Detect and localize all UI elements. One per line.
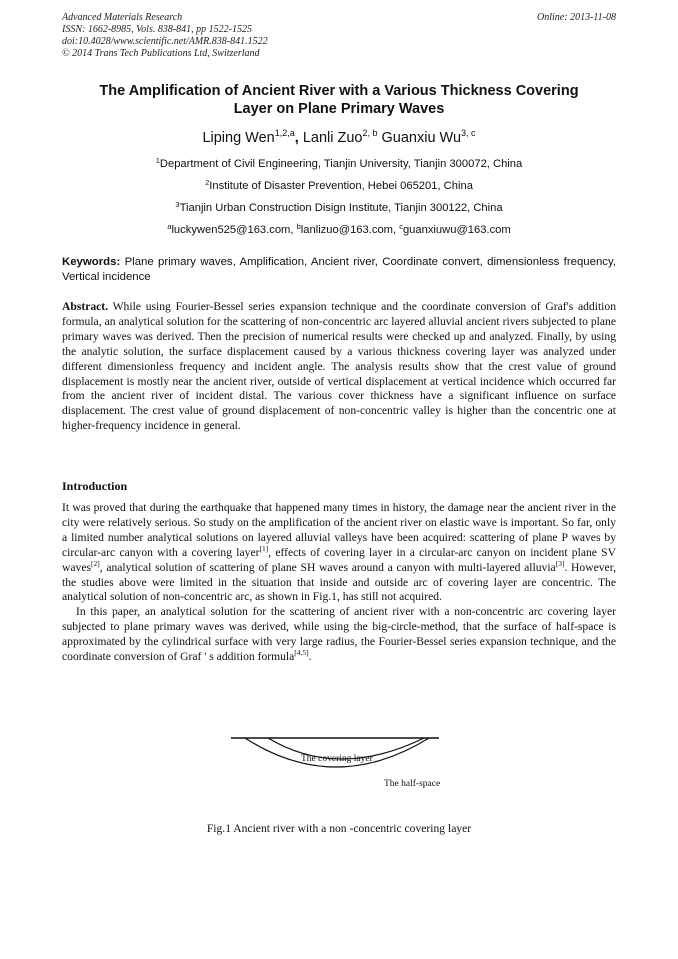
journal-header (62, 12, 616, 60)
citation: [3] (555, 558, 565, 568)
body-text: . (308, 650, 312, 664)
doi-line: doi:10.4028/www.scientific.net/AMR.838-841.1522 (62, 36, 268, 47)
abstract-text: While using Fourier-Bessel series expansion technique and the coordinate conversion of Graf's addition formula, an analytical solution for the scattering of non-concentric arc layered alluvial ancient rivers subjected to plane primary waves was derived. Then the precision of numerical results were checked up and analyzed. Finally, by using the analytic solution, the surface displacement caused by a various thickness covering layer was analyzed under different dimensionless frequency and incident angle. The analysis results show that the crest value of ground displacement is mostly near the ancient river, outside of vertical displacement at vertical incidence which occurred far from the ancient river of incident distal. The various cover thickness have a significant influence on surface displacement. The crest value of ground displacement of non-concentric valley is higher than the concentric one at higher-frequency incidence in general. (62, 300, 616, 433)
author-name: Liping Wen (202, 130, 275, 146)
email-superscript: b (296, 222, 301, 231)
author-name: Guanxiu Wu (381, 130, 462, 146)
keywords-block (62, 255, 616, 285)
citation: [2] (90, 558, 100, 568)
section-heading-introduction: Introduction (62, 479, 128, 493)
body-text: In this paper, an analytical solution for the scattering of ancient river with a non-concentric arc covering layer subjected to plane primary waves was derived, while using the big-circle-method, that the surface of half-space is approximated by the cylindrical surface with very large radius, the Fourier-Bessel series expansion technique, and the coordinate conversion of Graf ' s addition formula (62, 605, 616, 664)
covering-layer-label: The covering layer (301, 754, 373, 764)
citation: [1] (259, 543, 269, 553)
paragraph (62, 501, 616, 605)
affiliation-superscript: 2 (205, 178, 210, 187)
figure-1 (226, 732, 466, 802)
paper-title (62, 82, 616, 118)
introduction-body (62, 501, 616, 665)
half-space-label: The half-space (384, 779, 441, 789)
author-superscript: 2, b (362, 128, 378, 138)
affiliation-text: Department of Civil Engineering, Tianjin University, Tianjin 300072, China (159, 158, 523, 170)
journal-name: Advanced Materials Research (62, 12, 183, 23)
affiliation-superscript: 3 (175, 200, 180, 209)
author-superscript: 1,2,a (274, 128, 295, 138)
paragraph (62, 605, 616, 665)
email-text: lanlizuo@163.com, (300, 224, 400, 236)
affiliation (62, 178, 616, 192)
abstract-label: Abstract. (62, 300, 109, 313)
issn-line: ISSN: 1662-8985, Vols. 838-841, pp 1522-1525 (62, 24, 252, 35)
affiliation-text: Tianjin Urban Construction Disign Institute, Tianjin 300122, China (179, 202, 503, 214)
email-line (62, 222, 616, 236)
figure-caption: Fig.1 Ancient river with a non -concentric covering layer (206, 822, 472, 835)
copyright-line: © 2014 Trans Tech Publications Ltd, Switzerland (62, 48, 260, 59)
keywords-text: Plane primary waves, Amplification, Ancient river, Coordinate convert, dimensionless frequency, Vertical incidence (62, 256, 616, 283)
email-text: luckywen525@163.com, (171, 224, 297, 236)
affiliation-text: Institute of Disaster Prevention, Hebei 065201, China (209, 180, 473, 192)
online-date: Online: 2013-11-08 (537, 12, 616, 23)
abstract-block (62, 300, 616, 434)
body-text: , analytical solution of scattering of plane SH waves around a canyon with multi-layered alluvia (99, 560, 556, 574)
email-text: guanxiuwu@163.com (402, 224, 511, 236)
covering-layer-diagram (226, 732, 466, 802)
citation: [4,5] (294, 648, 309, 658)
title-line-2: Layer on Plane Primary Waves (233, 101, 445, 117)
author-superscript: 3, c (461, 128, 476, 138)
body-text: It was proved that during the earthquake that happened many times in history, the damage near the ancient river in the city were relatively serious. So study on the amplification of the ancient river on elastic wave is important. So far, only a limited number analytical solutions on layered alluvial valleys have been acquired: scattering of plane P waves by circular-arc canyon with a covering layer (62, 501, 616, 559)
affiliation-superscript: 1 (155, 156, 160, 165)
author-list: Liping Wen$^{1,2,a}$, Lanli Zuo$^{2, b}$ Guanxiu Wu$^{3, c}$ (202, 128, 476, 146)
affiliation (62, 200, 616, 214)
email-superscript: c (399, 222, 403, 231)
keywords-label: Keywords: (62, 256, 121, 268)
body-text: , effects of covering layer in a circular-arc canyon on incident plane SV waves (62, 545, 616, 574)
body-text: . However, the studies above were limited in the situation that inside and outside arc of covering layer are concentric. The analytical solution of non-concentric arc, as shown in Fig.1, has still not acquired. (62, 560, 616, 604)
author-name: Lanli Zuo (302, 130, 363, 146)
affiliation (62, 156, 616, 170)
title-line-1: The Amplification of Ancient River with a Various Thickness Covering (99, 83, 579, 99)
email-superscript: a (167, 222, 172, 231)
